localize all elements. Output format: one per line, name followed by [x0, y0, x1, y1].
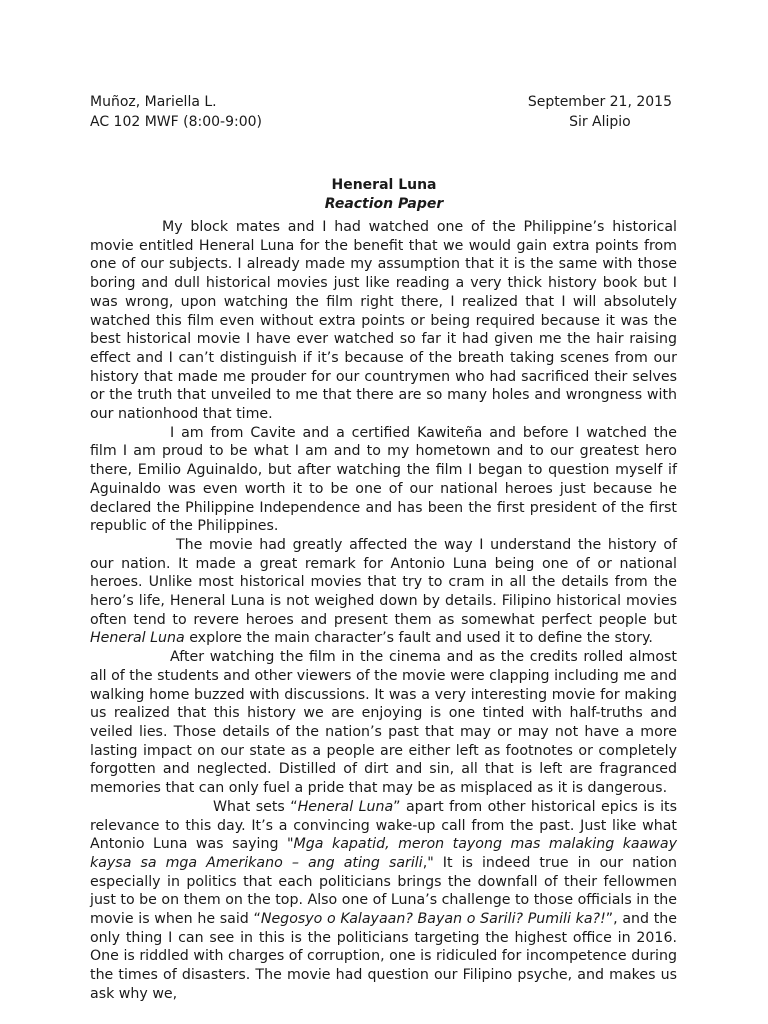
paragraph-3-italic: Heneral Luna	[90, 630, 185, 647]
paragraph-5-italic-2: Mga kapatid, meron tayong mas malaking kaaway kaysa sa mga Amerikano – ang ating sarili	[90, 836, 677, 871]
paragraph-5-italic-1: Heneral Luna	[297, 798, 394, 815]
header-left	[90, 92, 262, 132]
paragraph-3-text-b: explore the main character’s fault and used it to define the story.	[184, 630, 653, 647]
header-right	[528, 92, 672, 132]
date: September 21, 2015	[527, 94, 672, 110]
paragraph-5-text-a: What sets “	[213, 798, 298, 815]
paragraph-3	[90, 536, 677, 648]
paragraph-2: I am from Cavite and a certified Kawiteña and before I watched the film I am proud to be what I am and to my hometown and to our greatest hero there, Emilio Aguinaldo, but after watching the film I began to question myself if Aguinaldo was even worth it to be one of our national heroes just because he declared the Philippine Independence and has been the first president of the first republic of the Philippines.	[90, 424, 677, 535]
paper-body	[90, 218, 677, 1004]
paragraph-5-text-b: ” apart from other historical epics is its relevance to this day. It’s a convincing wake-up call from the past. Just like what Antonio Luna was saying "	[90, 798, 677, 853]
paragraph-5-text-c: ," It is indeed true in our nation especially in politics that each politicians brings the downfall of their fellowmen just to be on them on the top. Also one of Luna’s challenge to those officials in the movie is when he said “	[90, 854, 677, 928]
paragraph-5	[90, 798, 677, 1004]
title-block	[0, 176, 768, 214]
student-name: Muñoz, Mariella L.	[90, 94, 217, 110]
course-schedule: AC 102 MWF (8:00-9:00)	[90, 114, 263, 130]
paper-title: Heneral Luna	[331, 177, 437, 193]
paper-subtitle: Reaction Paper	[324, 196, 444, 212]
paragraph-3-text-a: The movie had greatly affected the way I understand the history of our nation. It made a great remark for Antonio Luna being one of or national heroes. Unlike most historical movies that try to cram in all the details from the hero’s life, Heneral Luna is not weighed down by details. Filipino historical movies often tend to revere heroes and present them as somewhat perfect people but	[90, 536, 677, 628]
paragraph-5-italic-3: Negosyo o Kalayaan? Bayan o Sarili? Pumili ka?!	[260, 911, 606, 928]
paragraph-1: My block mates and I had watched one of the Philippine’s historical movie entitled Heneral Luna for the benefit that we would gain extra points from one of our subjects. I already made my assumption that it is the same with those boring and dull historical movies just like reading a very thick history book but I was wrong, upon watching the film right there, I realized that I will absolutely watched this film even without extra points or being required because it was the best historical movie I have ever watched so far it had given me the hair raising effect and I can’t distinguish if it’s because of the breath taking scenes from our history that made me prouder for our countrymen who had sacrificed their selves or the truth that unveiled to me that there are so many holes and wrongness with our nationhood that time.	[90, 219, 677, 423]
paragraph-4: After watching the film in the cinema and as the credits rolled almost all of the students and other viewers of the movie were clapping including me and walking home buzzed with discussions. It was a very interesting movie for making us realized that this history we are enjoying is one tinted with half-truths and veiled lies. Those details of the nation’s past that may or may not have a more lasting impact on our state as a people are either left as footnotes or completely forgotten and neglected. Distilled of dirt and sin, all that is left are fragranced memories that can only fuel a pride that may be as misplaced as it is dangerous.	[90, 649, 677, 797]
instructor: Sir Alipio	[569, 114, 631, 130]
paragraph-5-text-d: ”, and the only thing I can see in this is the politicians targeting the highest office in 2016. One is riddled with charges of corruption, one is ridiculed for incompetence during the times of disasters. The movie had question our Filipino psyche, and makes us ask why we,	[90, 911, 678, 1002]
